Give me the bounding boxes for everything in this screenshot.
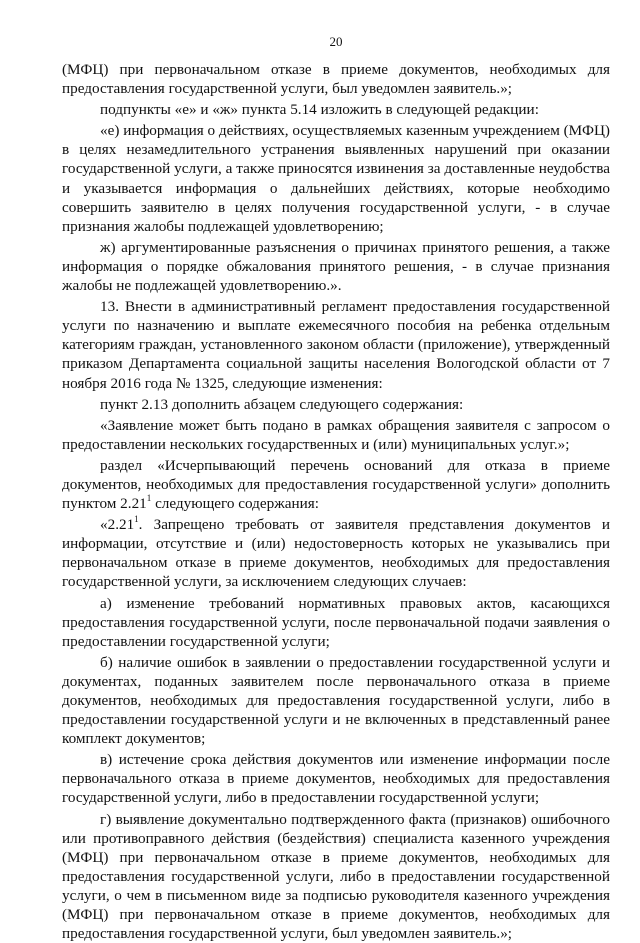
paragraph [62, 456, 610, 513]
paragraph [62, 121, 610, 236]
paragraph-text: б) наличие ошибок в заявлении о предоставлении государственной услуги и документах, поданных заявителем после первоначального отказа в приеме документов, необходимых для предоставления государственной услуги, либо в предоставлении государственной услуги и не включенных в представленный ранее комплект документов; [62, 653, 610, 748]
paragraph [62, 810, 610, 943]
paragraph [62, 395, 610, 414]
paragraph-text: подпункты «е» и «ж» пункта 5.14 изложить в следующей редакции: [100, 101, 539, 119]
paragraph [62, 594, 610, 651]
page-number: 20 [329, 34, 343, 49]
paragraph [62, 515, 610, 591]
paragraph-text: 13. Внести в административный регламент предоставления государственной услуги по назначению и выплате ежемесячного пособия на ребенка отдельным категориям граждан, установленного законом области (приложение), утвержденный приказом Департамента социальной защиты населения Вологодской области от 7 ноября 2016 года № 1325, следующие изменения: [62, 298, 610, 392]
paragraph-text: а) изменение требований нормативных правовых актов, касающихся предоставления государственной услуги, после первоначальной подачи заявления о предоставлении государственной услуги; [62, 594, 610, 650]
paragraph [62, 653, 610, 748]
superscript: 1 [146, 493, 152, 503]
paragraph [62, 60, 610, 98]
paragraph [62, 100, 610, 119]
paragraph-text: г) выявление документально подтвержденного факта (признаков) ошибочного или противоправного действия (бездействия) специалиста казенного учреждения (МФЦ) при первоначальном отказе в приеме документов, необходимых для предоставления государственной услуги, либо в предоставлении государственной услуги, о чем в письменном виде за подписью руководителя казенного учреждения (МФЦ) при первоначальном отказе в приеме документов, необходимых для предоставления государственной услуги, был уведомлен заявитель.»; [62, 810, 610, 943]
paragraph [62, 297, 610, 392]
paragraph [62, 238, 610, 295]
superscript: 1 [134, 514, 139, 525]
paragraph-text-continued: . Запрещено требовать от заявителя представления документов и информации, отсутствие и (или) недостоверность которых не указывались при первоначальном отказе в приеме документов, необходимых для предоставления государственной услуги, за исключением следующих случаев: [62, 516, 610, 591]
paragraph-text-continued: следующего содержания: [151, 495, 319, 513]
document-body [62, 60, 610, 943]
paragraph-text: ж) аргументированные разъяснения о причинах принятого решения, а также информация о порядке обжалования принятого решения, - в случае признания жалобы не подлежащей удовлетворению.». [62, 238, 610, 295]
paragraph-text: (МФЦ) при первоначальном отказе в приеме документов, необходимых для предоставления государственной услуги, был уведомлен заявитель.»; [62, 61, 610, 98]
paragraph-text: пункт 2.13 дополнить абзацем следующего содержания: [100, 395, 464, 413]
paragraph-text: «2.21 [100, 516, 135, 534]
paragraph-text: в) истечение срока действия документов или изменение информации после первоначального отказа в приеме документов, необходимых для предоставления государственной услуги, либо в предоставлении государственной услуги; [62, 751, 610, 807]
paragraph-text: раздел «Исчерпывающий перечень оснований для отказа в приеме документов, необходимых для предоставления государственной услуги» дополнить пунктом 2.21 [62, 456, 610, 513]
paragraph [62, 416, 610, 454]
paragraph-text: «е) информация о действиях, осуществляемых казенным учреждением (МФЦ) в целях незамедлительного устранения выявленных нарушений при оказании государственной услуги, а также приносятся извинения за доставленные неудобства и указывается информация о дальнейших действиях, которые необходимо совершить заявителю в целях получения государственной услуги, - в случае признания жалобы подлежащей удовлетворению; [62, 122, 610, 235]
paragraph [62, 750, 610, 807]
paragraph-text: «Заявление может быть подано в рамках обращения заявителя с запросом о предоставлении нескольких государственных и (или) муниципальных услуг.»; [62, 416, 610, 453]
